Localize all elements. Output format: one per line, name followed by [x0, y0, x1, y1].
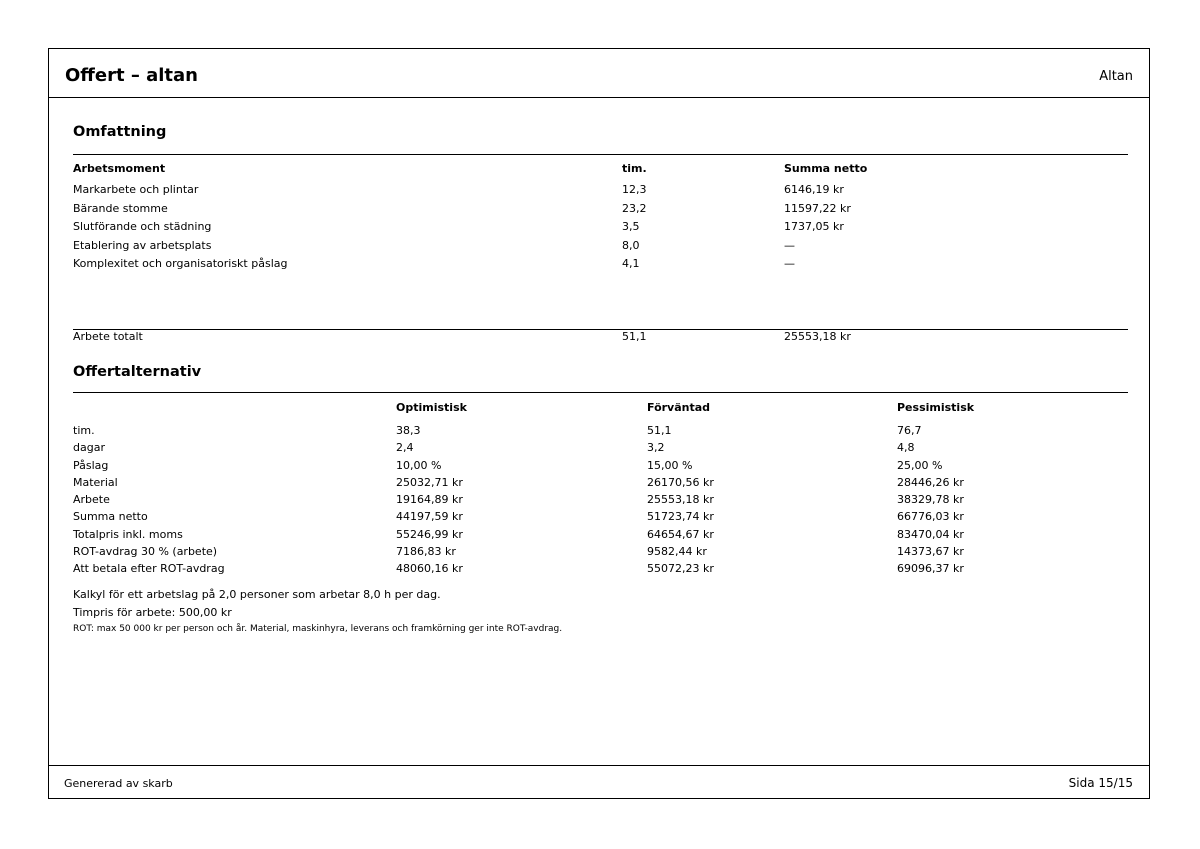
task-sum: — — [784, 257, 795, 271]
alt-expected: 25553,18 kr — [647, 493, 714, 507]
task-sum: 11597,22 kr — [784, 201, 851, 215]
alt-col-expected: Förväntad — [647, 401, 711, 414]
alternatives-table — [73, 401, 1128, 580]
alt-col-optimistic: Optimistisk — [396, 401, 467, 414]
alt-expected: 64654,67 kr — [647, 527, 714, 541]
table-row — [73, 202, 1128, 221]
scope-col-sum: Summa netto — [784, 162, 868, 175]
task-name: Markarbete och plintar — [73, 183, 199, 196]
alt-optimistic: 2,4 — [396, 441, 414, 455]
task-sum: 1737,05 kr — [784, 220, 844, 234]
alt-expected: 9582,44 kr — [647, 545, 707, 559]
table-row — [73, 220, 1128, 239]
alt-label: Arbete — [73, 493, 110, 507]
alt-label: Material — [73, 475, 118, 489]
scope-top-rule — [73, 154, 1128, 155]
alt-label: dagar — [73, 441, 105, 455]
total-hours: 51,1 — [622, 330, 647, 343]
page-footer — [49, 765, 1149, 798]
alt-expected: 55072,23 kr — [647, 562, 714, 576]
alt-pessimistic: 83470,04 kr — [897, 527, 964, 541]
alt-optimistic: 7186,83 kr — [396, 545, 456, 559]
alternatives-top-rule — [73, 392, 1128, 393]
total-sum: 25553,18 kr — [784, 330, 851, 343]
table-row — [73, 183, 1128, 202]
alt-label: Påslag — [73, 458, 109, 472]
table-row — [73, 441, 1128, 458]
alt-pessimistic: 28446,26 kr — [897, 475, 964, 489]
task-hours: 12,3 — [622, 183, 647, 196]
alternatives-title: Offertalternativ — [73, 364, 202, 380]
scope-col-task: Arbetsmoment — [73, 162, 166, 175]
task-name: Komplexitet och organisatoriskt påslag — [73, 257, 288, 271]
table-row — [73, 510, 1128, 527]
alt-label: Summa netto — [73, 510, 148, 524]
page-number: Sida 15/15 — [1068, 776, 1133, 790]
task-hours: 4,1 — [622, 257, 640, 271]
table-row — [73, 493, 1128, 510]
alt-col-pessimistic: Pessimistisk — [897, 401, 975, 414]
table-row — [73, 239, 1128, 258]
total-label: Arbete totalt — [73, 330, 143, 343]
alt-label: ROT-avdrag 30 % (arbete) — [73, 545, 218, 559]
task-name: Etablering av arbetsplats — [73, 238, 212, 252]
alt-expected: 26170,56 kr — [647, 475, 714, 489]
alt-expected: 51723,74 kr — [647, 510, 714, 524]
scope-col-hours: tim. — [622, 162, 647, 175]
note-hourly-rate: Timpris för arbete: 500,00 kr — [73, 606, 232, 619]
task-name: Slutförande och städning — [73, 220, 212, 234]
alt-optimistic: 55246,99 kr — [396, 527, 463, 541]
note-rot: ROT: max 50 000 kr per person och år. Material, maskinhyra, leverans och framkörning ger inte ROT-avdrag. — [73, 624, 563, 634]
alt-pessimistic: 25,00 % — [897, 458, 943, 472]
task-hours: 8,0 — [622, 238, 640, 252]
task-sum: — — [784, 238, 795, 252]
alt-optimistic: 44197,59 kr — [396, 510, 463, 524]
table-row — [73, 562, 1128, 579]
alt-label: Totalpris inkl. moms — [73, 527, 183, 541]
page-header — [49, 49, 1149, 98]
table-row — [73, 459, 1128, 476]
table-row — [73, 424, 1128, 441]
alt-label: Att betala efter ROT-avdrag — [73, 562, 225, 576]
alt-optimistic: 19164,89 kr — [396, 493, 463, 507]
task-hours: 23,2 — [622, 201, 647, 215]
alt-label: tim. — [73, 424, 95, 437]
scope-header-row — [73, 162, 1128, 183]
table-row — [73, 476, 1128, 493]
task-hours: 3,5 — [622, 220, 640, 234]
alt-optimistic: 10,00 % — [396, 458, 442, 472]
generator-credit: Genererad av skarb — [64, 777, 173, 790]
alt-pessimistic: 76,7 — [897, 424, 922, 437]
alt-optimistic: 25032,71 kr — [396, 475, 463, 489]
scope-table — [73, 162, 1128, 276]
task-name: Bärande stomme — [73, 201, 168, 215]
alt-expected: 51,1 — [647, 424, 672, 437]
alt-pessimistic: 38329,78 kr — [897, 493, 964, 507]
alt-optimistic: 48060,16 kr — [396, 562, 463, 576]
page-title: Offert – altan — [65, 65, 198, 86]
table-row — [73, 528, 1128, 545]
alt-expected: 15,00 % — [647, 458, 693, 472]
alt-pessimistic: 14373,67 kr — [897, 545, 964, 559]
alt-pessimistic: 69096,37 kr — [897, 562, 964, 576]
alt-optimistic: 38,3 — [396, 424, 421, 437]
notes — [73, 588, 562, 642]
task-sum: 6146,19 kr — [784, 183, 844, 196]
note-team: Kalkyl för ett arbetslag på 2,0 personer som arbetar 8,0 h per dag. — [73, 588, 441, 601]
scope-title: Omfattning — [73, 124, 167, 140]
alt-pessimistic: 4,8 — [897, 441, 915, 455]
alt-expected: 3,2 — [647, 441, 665, 455]
scope-total-row — [73, 330, 1128, 349]
document-page — [48, 48, 1150, 799]
total-row — [73, 330, 1128, 349]
table-row — [73, 545, 1128, 562]
alternatives-header-row — [73, 401, 1128, 421]
table-row — [73, 257, 1128, 276]
alt-pessimistic: 66776,03 kr — [897, 510, 964, 524]
project-name: Altan — [1099, 69, 1133, 84]
